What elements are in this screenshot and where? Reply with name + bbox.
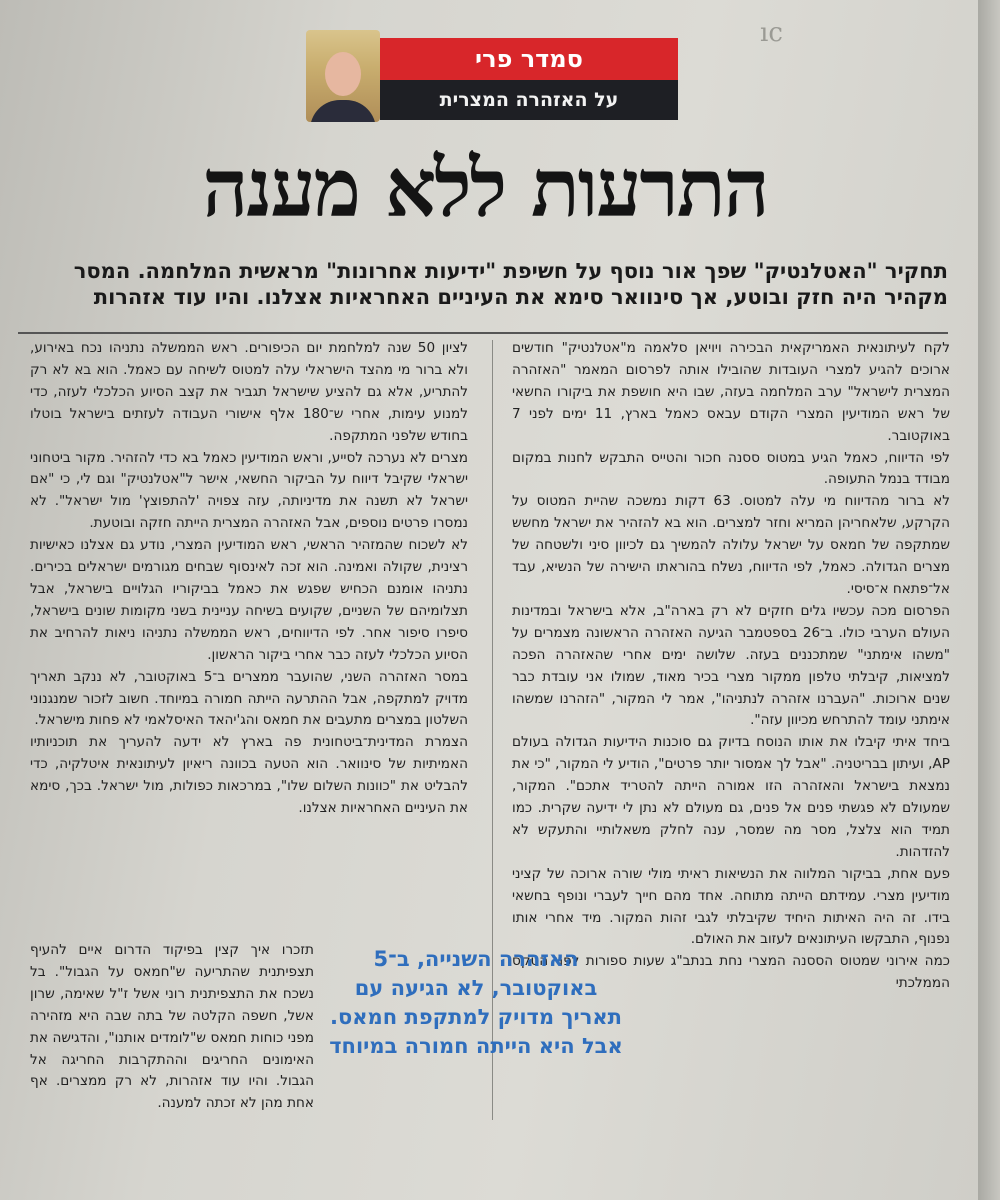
author-photo <box>306 30 380 122</box>
paragraph: לקח לעיתונאית האמריקאית הבכירה ויויאן סלאמה מ"אטלנטיק" חודשים ארוכים להגיע למצרי העובדות שהובילו אותה לפרסום המאמר "האזהרה המצרית לישראל" ערב המלחמה בעזה, שבו היא חושפת את ביקורו החשאי של ראש המודיעין המצרי הקודם עבאס כאמל בארץ, 11 ימים לפני 7 באוקטובר. <box>512 340 951 444</box>
paragraph: לפי הדיווח, כאמל הגיע במטוס ססנה חכור והטייס התבקש לחנות במקום מבודד בנמל התעופה. <box>512 449 950 488</box>
right-column <box>512 338 950 995</box>
lede-rule <box>18 332 948 334</box>
paragraph: מצרים לא נערכה לסייע, וראש המודיעין כאמל בא כדי להזהיר. מקור ביטחוני ישראלי שקיבל דיווח על הביקור החשאי, אישר ל"אטלנטיק" וגם לי, כי "אם ישראל לא תשנה את מדיניותה, עזה צפויה 'להתפוצץ' מול ישראל". לא נמסרו פרטים נוספים, אבל האזהרה המצרית הייתה חזקה ובוטעת. <box>30 449 468 532</box>
pull-quote: האזהרה השנייה, ב־5 באוקטובר, לא הגיעה עם תאריך מדויק למתקפת חמאס. אבל היא הייתה חמורה במיוחד <box>329 947 623 1058</box>
paragraph: במסר האזהרה השני, שהועבר ממצרים ב־5 באוקטובר, לא ננקב תאריך מדויק למתקפה, אבל ההתרעה הייתה חמורה במיוחד. חשוב לזכור שמנגנוני השלטון במצרים מתעבים את חמאס והג'יהאד האיסלאמי לא פחות מישראל. <box>30 668 469 729</box>
paragraph: לציון 50 שנה למלחמת יום הכיפורים. ראש הממשלה נתניהו נכח באירוע, ולא ברור מי מהצד הישראלי עלה למטוס לשיחה עם כאמל. הוא בא לא רק להתריע, אלא גם להציע שישראל תגביר את קצב הסיוע הכלכלי לעזה, כדי למנוע עימות, אחרי ש־180 אלף אישורי העבודה לעזתים בישראל בוטלו בחודש שלפני המתקפה. <box>30 340 468 444</box>
paragraph: לא ברור מהדיווח מי עלה למטוס. 63 דקות נמשכה שהיית המטוס על הקרקע, שלאחריהן המריא וחזר למצרים. הוא בא להזהיר את ישראל מחשש שמתקפה של חמאס על ישראל עלולה להמשיך גם לכיוון סיני ולשטחה של מצרים הגדולה. כאמל, לפי הדיווח, נשלח בהוראתו הישירה של הנשיא, עבד אל־פתאח א־סיסי. <box>512 493 950 597</box>
margin-stamp: ıc <box>760 18 783 48</box>
column-title: על האזהרה המצרית <box>380 80 678 120</box>
paragraph: פעם אחת, בביקור המלווה את הנשיאות ראיתי מולי שורה ארוכה של קציני מודיעין מצרי. עמידתם הייתה מתוחה. אחד מהם חייך לעברי ונופף בחשאי בידו. זה היה האיתות היחיד שקיבלתי לגבי זהות המקור. מיד אחרי אותו נפנוף, התבקשו העיתונאים לעזוב את האולם. <box>512 865 950 948</box>
lede: תחקיר "האטלנטיק" שפך אור נוסף על חשיפת "ידיעות אחרונות" מראשית המלחמה. המסר מקהיר היה חזק ובוטע, אך סינוואר סימא את העיניים האחראיות אצלנו. והיו עוד אזהרות <box>73 259 948 309</box>
paragraph: הפרסום מכה עכשיו גלים חזקים לא רק בארה"ב, אלא בישראל ובמדינות העולם הערבי כולו. ב־26 בספטמבר הגיעה האזהרה הראשונה מצמרים על "משהו אימתני" שמתכננים בעזה. שלושה ימים אחרי שהאזהרה הפכה למציאות, קיבלתי טלפון ממקור מצרי בכיר מאוד, שמולו אני עובדת כבר שנים ארוכות. "העברנו אזהרה לנתניהו", אמר לי המקור, "הזהרנו שמשהו אימתני עומד להתרחש מכיוון עזה". <box>512 602 950 729</box>
closing-paragraph: תזכרו איך קצין בפיקוד הדרום איים להעיף תצפיתנית שהתריעה ש"חמאס על הגבול". בל נשכח את התצפיתנית רוני אשל ז"ל שאימה, שרון אשל, חשפה הקלטה של בתה שבה היא מזהירה מפני כוחות חמאס ש"לומדים אותנו", והדגישה את האימונים החריגים וההתקרבות החריגה אל הגבול. והיו עוד אזהרות, לא רק ממצרים. אף אחת מהן לא זכתה למענה. <box>30 942 314 1112</box>
author-name: סמדר פרי <box>380 38 678 80</box>
paragraph: כמה אירוני שמטוס הססנה המצרי נחת בנתב"ג שעות ספורות לפני הטקס הממלכתי <box>512 953 950 992</box>
headline: התרעות ללא מענה <box>202 141 768 235</box>
paragraph: ביחד איתי קיבלו את אותו הנוסח בדיוק גם סוכנות הידיעות הגדולה בעולם AP, ועיתון בבריטניה. "אבל לך אמסור יותר פרטים", הודיע לי המקור, "כי את נמצאת בישראל והאזהרה הזו אמורה הייתה להטריד אתכם". המקור, שמעולם לא פגשתי פנים אל פנים, גם מעולם לא נתן לי ידיעה שקרית. כמו תמיד הוא צלצל, מסר מה שמסר, ענה לחלק משאלותיי והתעקש לא להזדהות. <box>512 734 950 860</box>
paragraph: הצמרת המדינית־ביטחונית פה בארץ לא ידעה להעריך את תוכניותיו האמיתיות של סינוואר. הוא הטעה בכוונה ריאיון לעיתונאית איטלקיה, כדי להבליט את "כוונות השלום שלו", במרכאות כפולות, מול ישראל. בכך, סימא את העיניים האחראיות אצלנו. <box>30 734 468 817</box>
paragraph: לא לשכוח שהמזהיר הראשי, ראש המודיעין המצרי, נודע גם אצלנו כאישיות רצינית, שקולה ואמינה. הוא זכה לאינסוף שבחים מגורמים ישראלים בכירים. נתניהו אומנם הכחיש שפגש את כאמל בביקוריו הגלויים בישראל, אבל תצלומיהם של השניים, שקועים בשיחה עניינית בשני מקומות שונים בישראל, סיפרו סיפור אחר. לפי הדיווחים, ראש הממשלה נתניהו ניאות להרחיב את הסיוע הכלכלי לעזה כבר אחרי ביקור הראשון. <box>30 537 468 663</box>
author-face <box>325 52 361 96</box>
author-shoulders <box>310 100 376 122</box>
page-edge <box>978 0 1000 1200</box>
